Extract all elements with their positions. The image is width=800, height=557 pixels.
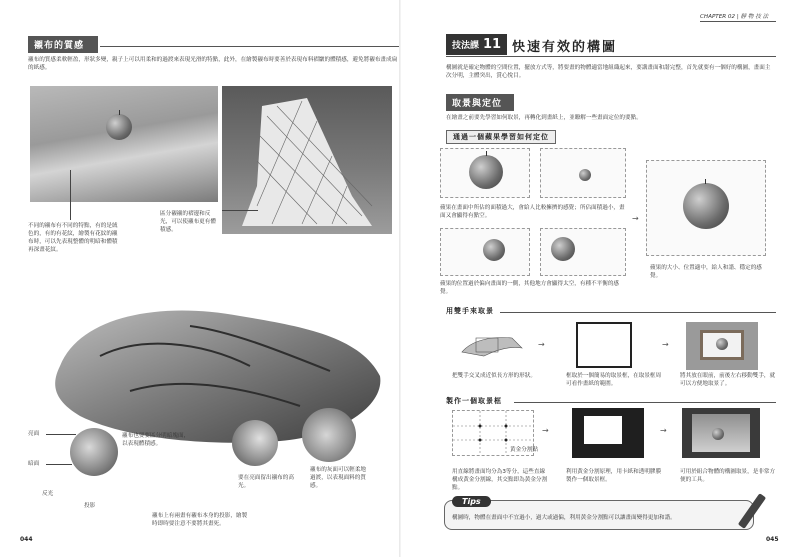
- apple-frame-left: [440, 228, 530, 276]
- callout-right-pointer: [222, 210, 258, 211]
- checked-cloth-svg: [222, 86, 392, 234]
- arrow-icon-5: →: [660, 426, 667, 435]
- detail-circle-2: [232, 420, 278, 466]
- apple-frame-small: [540, 148, 626, 198]
- note-a-text: 襯布也要要區分明暗塊面，以表現體積感。: [122, 433, 190, 447]
- arrow-icon-3: →: [662, 340, 669, 349]
- technique-title: 快速有效的構圖: [512, 40, 618, 55]
- subsection-title: 取景與定位: [446, 94, 514, 111]
- note-d-text: 襯布上有兩畫有襯布本身的投影，繪製時即時要注意不要將其畫死。: [152, 513, 248, 527]
- frame-rule: [514, 402, 776, 403]
- technique-number: 11: [483, 37, 502, 52]
- apple-frame-offcenter: [540, 228, 626, 276]
- apple-caption-1: 蘋果在畫面中所佔的面積過大，會給人比較擁擠的感覺；所佔面積過小，畫面又會顯得有點空。: [440, 205, 625, 219]
- label-dark: 暗面: [28, 461, 40, 467]
- left-page-number: 044: [20, 536, 33, 543]
- drape-photo-2: [222, 86, 392, 234]
- apple-frame-large: [440, 148, 530, 198]
- frame-scene-photo: [682, 408, 760, 458]
- page-gutter: [399, 0, 401, 557]
- chapter-header: CHAPTER 02 | 靜 物 技 法: [700, 14, 769, 20]
- label-highlight: 亮面: [28, 431, 40, 437]
- right-page-number: 045: [766, 536, 779, 543]
- golden-point-label: 黃金分割點: [510, 447, 538, 453]
- left-section-title: 襯布的質感: [28, 36, 98, 53]
- left-title-rule: [100, 46, 400, 47]
- drape-photo-1: [30, 86, 218, 202]
- arrow-icon-2: →: [538, 340, 545, 349]
- leader-dark: [46, 464, 72, 465]
- apple-heading: 通過一個蘋果學習如何定位: [446, 130, 556, 144]
- callout-left-text: 不同的襯布有不同的特點，有的是絨色的，有的有花紋，繪製有花紋的襯布時，可以先表現整體的明暗和體積再深畫花紋。: [28, 223, 118, 253]
- frame-heading: 製作一個取景框: [446, 397, 502, 405]
- arrow-right-icon: →: [632, 214, 639, 223]
- left-intro-text: 襯布的質感柔軟輕盈，形狀多變，親子上可以用柔和的過渡來表現光滑的特點，此外，在繪製襯布時要善於表現布料褶皺的體積感，避免將襯布畫成扁的紙感。: [28, 57, 398, 71]
- apple-caption-3: 蘋果的大小、位置適中，給人和諧、穩定的感覺。: [650, 265, 762, 279]
- hand-heading: 用雙手來取景: [446, 307, 494, 315]
- chapter-rule: [700, 21, 776, 22]
- note-b-text: 要在亮面留出襯布的高光。: [238, 475, 294, 489]
- frame-photo: [572, 408, 644, 458]
- right-intro-text: 構圖就是確定物體的空間位置，擺放方式等，將要畫的物體適當地組織起來，要講畫面和諧完整，首先就要有一個好的構圖，畫面主次分明，主體突出，賞心悅目。: [446, 65, 771, 79]
- technique-label: 技法課: [452, 41, 480, 51]
- technique-badge: [446, 34, 507, 55]
- leader-highlight: [46, 434, 76, 435]
- hand-photo-3: [686, 322, 758, 370]
- viewfinder-frame: [576, 322, 632, 368]
- detail-circle-3: [302, 408, 356, 462]
- tips-text: 構圖時，物體在畫面中不宜過小，過大或過偏，利用黃金分割點可以讓畫面變得更加和諧。: [452, 515, 676, 521]
- callout-right-text: 區分襯襯的褶邊和反光，可以使襯布更有體積感。: [160, 211, 216, 233]
- arrow-icon-4: →: [542, 426, 549, 435]
- hand-photo-1: [452, 322, 532, 368]
- frame-caption-1: 用直線將畫面均分為3等分，這些直線構成黃金分割線，其交點即為黃金分割點。: [452, 469, 548, 491]
- detail-circle-1: [70, 428, 118, 476]
- subsection-text: 在繪畫之前要先學習如何取景，再轉化到畫紙上，並瞭解一些畫面定位的要點。: [446, 115, 642, 121]
- label-reflect: 反光: [42, 491, 54, 497]
- apple-caption-2: 蘋果的位置過於偏向畫面的一側，其他地方會顯得太空，有種不平衡的感覺。: [440, 281, 620, 295]
- hand-caption-2: 框取於一個簡易的取景框，在取景框周可看作畫紙的範圍。: [566, 373, 662, 387]
- frame-caption-2: 利用黃金分割原理，用卡紙和透明膠膜製作一個取景框。: [566, 469, 662, 483]
- note-c-text: 襯布的灰面可以輕柔地過渡，以表現面料的質感。: [310, 467, 366, 489]
- callout-left-pointer: [70, 170, 71, 220]
- tips-label: Tips: [452, 496, 491, 507]
- hands-svg: [452, 322, 532, 368]
- apple-frame-ideal: [646, 160, 766, 256]
- technique-rule: [446, 56, 776, 57]
- hand-caption-3: 將其放在眼前，前後左右移動雙手，就可以方便地取景了。: [680, 373, 776, 387]
- hand-caption-1: 把雙手交叉成近似長方形的形狀。: [452, 373, 536, 379]
- label-shadow: 投影: [84, 503, 96, 509]
- frame-caption-3: 可用於組合物體的構圖取景，是非常方便的工具。: [680, 469, 776, 483]
- hand-rule: [500, 312, 776, 313]
